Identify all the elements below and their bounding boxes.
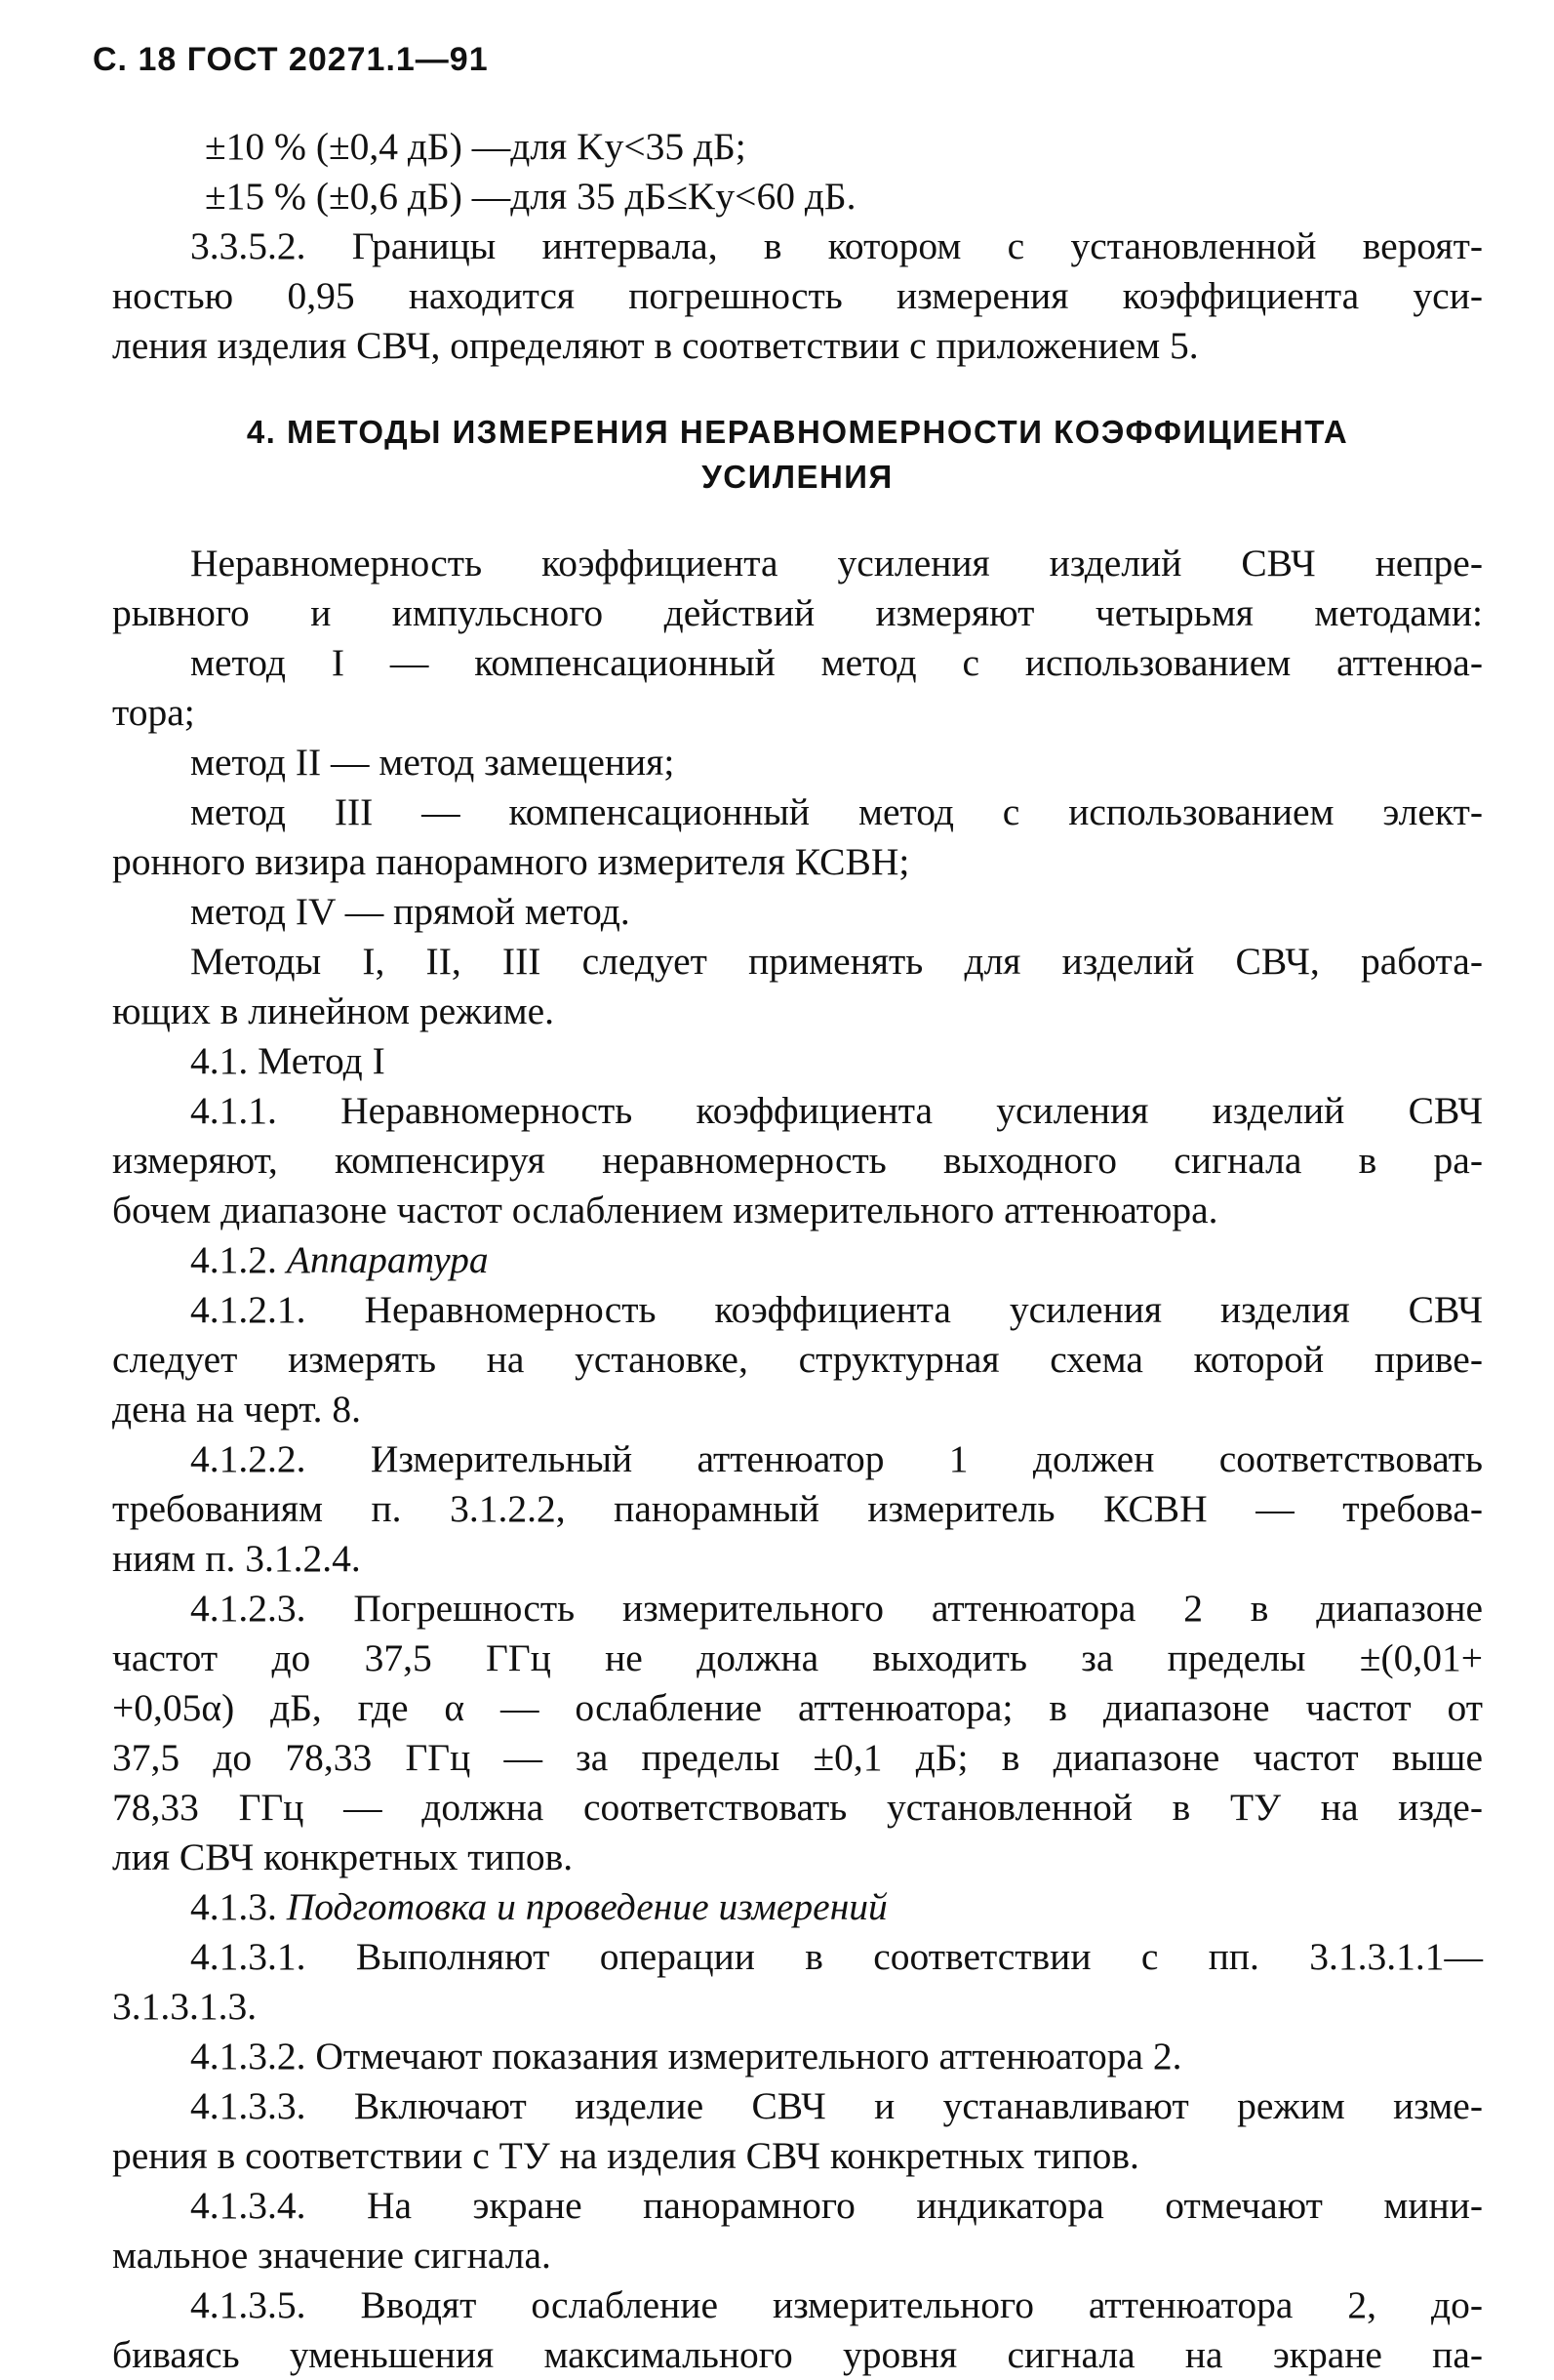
text-line: мальное значение сигнала. [112, 2234, 551, 2277]
method-2-line: метод II — метод замещения; [190, 741, 675, 784]
document-body [112, 122, 1483, 2380]
subsection-4-1-3 [112, 1882, 1483, 1932]
paragraph-3-3-5-2 [112, 222, 1483, 371]
method-4-line: метод IV — прямой метод. [190, 890, 630, 933]
method-3-line: ронного визира панорамного измерителя КСВН; [112, 840, 910, 883]
paragraph-4-1-2-3 [112, 1584, 1483, 1882]
text-line: частот до 37,5 ГГц не должна выходить за пределы ±(0,01+ [112, 1636, 1483, 1679]
intro-paragraph [112, 539, 1483, 638]
text-line: 4.1.3.5. Вводят ослабление измерительного аттенюатора 2, до- [190, 2283, 1483, 2326]
text-line: ниям п. 3.1.2.4. [112, 1537, 361, 1580]
text-line: +0,05α) дБ, где α — ослабление аттенюатора; в диапазоне частот от [112, 1686, 1483, 1729]
text-line: Методы I, II, III следует применять для изделий СВЧ, работа- [190, 940, 1483, 983]
subsection-title: Аппаратура [286, 1238, 489, 1281]
text-line: рывного и импульсного действий измеряют четырьмя методами: [112, 591, 1483, 634]
paragraph-4-1-3-5 [112, 2280, 1483, 2380]
text-line: биваясь уменьшения максимального уровня сигнала на экране па- [112, 2333, 1483, 2376]
text-line: 4.1.1. Неравномерность коэффициента усиления изделий СВЧ [190, 1089, 1483, 1132]
methods-list [112, 638, 1483, 937]
text-line: 4.1.3.4. На экране панорамного индикатора отмечают мини- [190, 2184, 1483, 2227]
text-line: Неравномерность коэффициента усиления изделий СВЧ непре- [190, 542, 1483, 585]
paragraph-4-1-3-4 [112, 2181, 1483, 2280]
text-line: следует измерять на установке, структурная схема которой приве- [112, 1338, 1483, 1381]
text-line: 4.1.3.3. Включают изделие СВЧ и устанавливают режим изме- [190, 2084, 1483, 2127]
text-line: рения в соответствии с ТУ на изделия СВЧ конкретных типов. [112, 2134, 1139, 2177]
paragraph-4-1-2-1 [112, 1285, 1483, 1434]
text-line: дена на черт. 8. [112, 1388, 362, 1431]
text-line: 3.3.5.2. Границы интервала, в котором с установленной вероят- [190, 224, 1483, 267]
method-3-line: метод III — компенсационный метод с использованием элект- [190, 790, 1483, 833]
section-heading-line: 4. МЕТОДЫ ИЗМЕРЕНИЯ НЕРАВНОМЕРНОСТИ КОЭФФИЦИЕНТА [246, 414, 1349, 450]
subsection-number: 4.1.3. [190, 1885, 277, 1928]
text-line: 4.1.2.2. Измерительный аттенюатор 1 должен соответствовать [190, 1437, 1483, 1480]
text-line: измеряют, компенсируя неравномерность выходного сигнала в ра- [112, 1139, 1483, 1182]
text-line: 4.1.3.1. Выполняют операции в соответствии с пп. 3.1.3.1.1— [190, 1935, 1483, 1978]
text-line: лия СВЧ конкретных типов. [112, 1835, 574, 1878]
section-heading [112, 410, 1483, 500]
text-line: 4.1.2.1. Неравномерность коэффициента усиления изделия СВЧ [190, 1288, 1483, 1331]
subsection-title: Подготовка и проведение измерений [286, 1885, 888, 1928]
tolerance-line-1: ±10 % (±0,4 дБ) —для Kу<35 дБ; [205, 125, 746, 168]
subsection-4-1 [112, 1036, 1483, 1086]
paragraph-4-1-3-2: 4.1.3.2. Отмечают показания измерительного аттенюатора 2. [190, 2035, 1182, 2077]
subsection-4-1-2 [112, 1235, 1483, 1285]
method-1-line: метод I — компенсационный метод с использованием аттенюа- [190, 641, 1483, 684]
page-header: С. 18 ГОСТ 20271.1—91 [93, 41, 489, 78]
paragraph-4-1-3-1 [112, 1932, 1483, 2032]
paragraph-4-1-2-2 [112, 1434, 1483, 1584]
text-line: 3.1.3.1.3. [112, 1985, 258, 2028]
subsection-title: 4.1. Метод I [190, 1039, 385, 1082]
text-line: бочем диапазоне частот ослаблением измерительного аттенюатора. [112, 1189, 1218, 1231]
methods-note [112, 937, 1483, 1036]
method-1-line: тора; [112, 691, 195, 734]
text-line: ления изделия СВЧ, определяют в соответствии с приложением 5. [112, 324, 1199, 367]
text-line: 4.1.2.3. Погрешность измерительного аттенюатора 2 в диапазоне [190, 1587, 1483, 1630]
text-line: требованиям п. 3.1.2.2, панорамный измеритель КСВН — требова- [112, 1487, 1483, 1530]
paragraph-4-1-1 [112, 1086, 1483, 1235]
text-line: 37,5 до 78,33 ГГц — за пределы ±0,1 дБ; в диапазоне частот выше [112, 1736, 1483, 1779]
subsection-number: 4.1.2. [190, 1238, 277, 1281]
section-heading-line: УСИЛЕНИЯ [701, 459, 894, 495]
text-line: ющих в линейном режиме. [112, 989, 554, 1032]
paragraph-4-1-3-3 [112, 2081, 1483, 2181]
text-line: ностью 0,95 находится погрешность измерения коэффициента уси- [112, 274, 1483, 317]
tolerance-line-2: ±15 % (±0,6 дБ) —для 35 дБ≤Kу<60 дБ. [205, 175, 857, 218]
text-line: 78,33 ГГц — должна соответствовать установленной в ТУ на изде- [112, 1786, 1483, 1829]
